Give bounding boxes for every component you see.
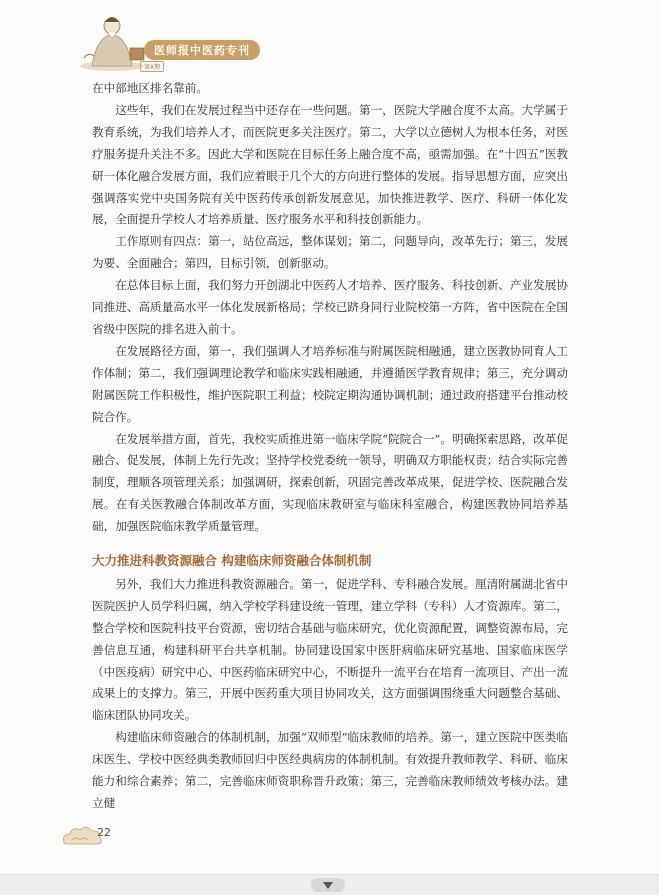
paragraph: 在发展路径方面，第一，我们强调人才培养标准与附属医院相融通，建立医教协同育人工作体制；第二，我们强调理论教学和临床实践相融通，并遵循医学教育规律；第三，充分调动附属医院工作积极性，维护医院职工利益；校院定期沟通协调机制；通过政府搭建平台推动校院合作。 <box>92 343 568 424</box>
article-body <box>92 78 568 815</box>
issue-label: 第X期 <box>140 61 164 72</box>
paragraph: 在中部地区排名靠前。 <box>92 81 208 95</box>
viewer-bottom-bar <box>0 874 659 895</box>
scroll-down-button[interactable] <box>311 878 345 892</box>
paragraph: 这些年，我们在发展过程当中还存在一些问题。第一，医院大学融合度不太高。大学属于教育系统，为我们培养人才，而医院更多关注医疗。第二，大学以立德树人为根本任务，对医疗服务提升关注不多。因此大学和医院在目标任务上融合度不高，亟需加强。在“十四五”医教研一体化融合发展方面，我们应着眼于几个大的方向进行整体的发展。指导思想方面，应突出强调落实党中央国务院有关中医药传承创新发展意见，加快推进教学、医疗、科研一体化发展，全面提升学校人才培养质量、医疗服务水平和科技创新能力。 <box>92 102 568 227</box>
chevron-down-icon <box>323 882 333 889</box>
page-number: 22 <box>97 826 111 839</box>
paragraph: 工作原则有四点：第一，站位高远，整体谋划；第二，问题导向，改革先行；第三，发展为要、全面融合；第四，目标引领，创新驱动。 <box>92 234 568 271</box>
header-title-bar <box>144 40 260 60</box>
page-footer <box>60 820 180 850</box>
paragraph: 在发展举措方面，首先，我校实质推进第一临床学院“院院合一”。明确探索思路，改革促融合、促发展，体制上先行先改；坚持学校党委统一领导，明确双方职能权责；结合实际完善制度，理顺各项管理关系；加强调研，探索创新，巩固完善改革成果，促进学校、医院融合发展。在有关医教融合体制改革方面，实现临床教研室与临床科室融合，构建医教协同培养基础，加强医院临床教学质量管理。 <box>92 431 568 534</box>
page-header <box>78 8 338 72</box>
paragraph: 在总体目标上面，我们努力开创湖北中医药人才培养、医疗服务、科技创新、产业发展协同推进、高质量高水平一体化发展新格局；学校已跻身同行业院校第一方阵，省中医院在全国省级中医院的排名进入前十。 <box>92 278 568 336</box>
journal-title: 医师报中医药专刊 <box>144 40 260 60</box>
scholar-figure-icon <box>78 8 148 72</box>
paragraph: 另外，我们大力推进科教资源融合。第一，促进学科、专科融合发展。厘清附属湖北省中医院医护人员学科归属，纳入学校学科建设统一管理，建立学科（专科）人才资源库。第二，整合学校和医院科技平台资源，密切结合基础与临床研究，优化资源配置，调整资源布局，完善信息互通，构建科研平台共享机制。协同建设国家中医肝病临床研究基地、国家临床医学（中医疫病）研究中心、中医药临床研究中心，不断提升一流平台在培育一流项目、产出一流成果上的支撑力。第三，开展中医药重大项目协同攻关，这方面强调围绕重大问题整合基础、临床团队协同攻关。 <box>92 576 568 723</box>
section-heading: 大力推进科教资源融合 构建临床师资融合体制机制 <box>92 553 372 569</box>
paragraph: 构建临床师资融合的体制机制，加强“双师型”临床教师的培养。第一，建立医院中医类临床医生、学校中医经典类教师回归中医经典病房的体制机制。有效提升教师教学、科研、临床能力和综合素养；第二，完善临床师资职称晋升政策；第三，完善临床教师绩效考核办法。建立健 <box>92 730 568 810</box>
